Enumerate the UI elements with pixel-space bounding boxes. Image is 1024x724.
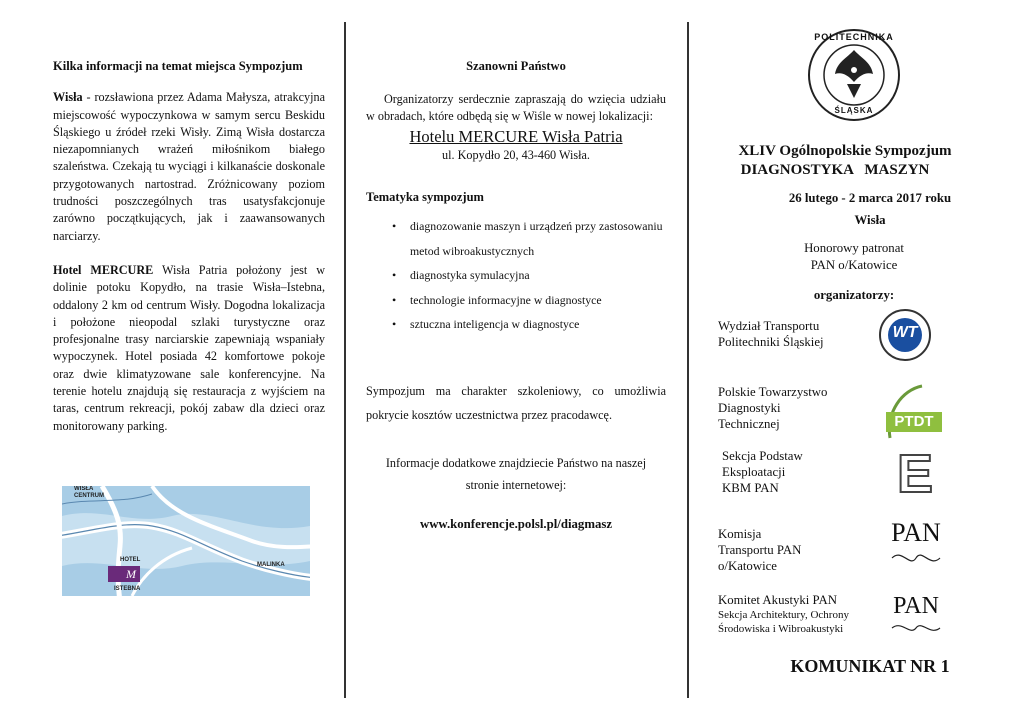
- pan-logo-1-text: PAN: [891, 518, 941, 547]
- patronage-line1: Honorowy patronat: [804, 241, 904, 255]
- map-label-wisla-2: CENTRUM: [74, 493, 104, 499]
- wisla-text: - rozsławiona przez Adama Małysza, atrakcyjna miejscowość wypoczynkowa w samym sercu Beskidu Śląskiego u źródeł rzeki Wisły. Zimą Wisła dostarcza niezapomnianych wrażeń miłośnikom białego szaleństwa. Czekają tu wyciągi i kilkanaście doskonale przygotowanych nartostrad. Zróżnicowany poziom trudności poszczególnych tras usatysfakcjonuje zarówno początkujących, jak i zaawansowanych narciarzy.: [53, 90, 325, 243]
- topic-item: • sztuczna inteligencja w diagnostyce: [410, 312, 666, 337]
- ptdt-logo: [882, 382, 944, 440]
- communique-title: KOMUNIKAT NR 1: [790, 656, 950, 676]
- map-graphic: [62, 486, 310, 596]
- wt-logo: [878, 308, 932, 362]
- organizer-komisja-line: Komisja: [718, 527, 762, 541]
- organizer-wt-line: Politechniki Śląskiej: [718, 335, 824, 349]
- patronage-line2: PAN o/Katowice: [810, 258, 898, 272]
- organizer-kbm-line: Eksploatacji: [722, 465, 786, 479]
- hotel-address: ul. Kopydło 20, 43-460 Wisła.: [442, 148, 590, 162]
- training-note: Sympozjum ma charakter szkoleniowy, co umożliwia pokrycie kosztów uczestnictwa przez pracodawcę.: [366, 383, 666, 422]
- map-label-wisla-1: WISŁA: [74, 486, 94, 492]
- hotel-marker-icon: [108, 566, 140, 582]
- organizer-wt: [718, 318, 824, 350]
- info-line-2: stronie internetowej:: [465, 477, 567, 492]
- symposium-dates: 26 lutego - 2 marca 2017 roku: [788, 191, 952, 205]
- topics-list: [366, 214, 666, 337]
- greeting: Szanowni Państwo: [466, 59, 566, 73]
- organizer-akustyka-sub: Sekcja Architektury, Ochrony: [718, 609, 849, 621]
- organizer-komisja-line: Transportu PAN: [718, 543, 802, 557]
- symposium-title-line2: DIAGNOSTYKA MASZYN: [740, 162, 930, 178]
- organizer-ptdt-line: Diagnostyki: [718, 401, 781, 415]
- topic-item: • diagnostyka symulacyjna: [410, 263, 666, 288]
- pan-logo-2-text: PAN: [893, 593, 939, 619]
- pan-logo-1: [888, 518, 944, 570]
- invitation-text: Organizatorzy serdecznie zapraszają do wzięcia udziału w obradach, które odbędą się w Wiśle w nowej lokalizacji:: [366, 92, 666, 123]
- topic-item: • diagnozowanie maszyn i urządzeń przy zastosowaniu metod wibroakustycznych: [410, 214, 666, 263]
- seal-text-top: POLITECHNIKA: [814, 32, 894, 42]
- organizer-akustyka: [718, 592, 849, 636]
- organizer-kbm-line: KBM PAN: [722, 481, 779, 495]
- organizer-ptdt: [718, 384, 827, 432]
- column-divider-right: [687, 22, 689, 698]
- kbm-e-logo: [895, 446, 935, 502]
- location-map: [62, 486, 310, 596]
- map-label-wisla: [74, 486, 104, 500]
- middle-column: [366, 58, 666, 533]
- wisla-paragraph: [53, 89, 325, 245]
- organizer-komisja: [718, 526, 801, 574]
- hotel-paragraph: [53, 262, 325, 435]
- kbm-e-letter: E: [896, 444, 934, 504]
- left-column: [53, 58, 325, 435]
- info-line-1: Informacje dodatkowe znajdziecie Państwo na naszej: [385, 455, 647, 470]
- seal-text-bottom: ŚLĄSKA: [834, 106, 874, 115]
- column-divider-left: [344, 22, 346, 698]
- patronage: [730, 240, 978, 274]
- map-label-malinka: MALINKA: [257, 562, 285, 568]
- organizer-ptdt-line: Polskie Towarzystwo: [718, 385, 828, 399]
- ptdt-logo-text: PTDT: [894, 413, 934, 430]
- pan-logo-2: [888, 592, 944, 640]
- hotel-name: Hotelu MERCURE Wisła Patria: [409, 127, 623, 146]
- info-block: [366, 452, 666, 496]
- organizer-wt-line: Wydział Transportu: [718, 319, 820, 333]
- right-column: [700, 22, 1000, 712]
- map-label-istebna: ISTEBNA: [114, 586, 141, 592]
- organizer-ptdt-line: Technicznej: [718, 417, 780, 431]
- wt-logo-text: WT: [892, 324, 918, 341]
- venue-heading: Kilka informacji na temat miejsca Sympozjum: [53, 59, 303, 73]
- website-link[interactable]: www.konferencje.polsl.pl/diagmasz: [419, 516, 613, 531]
- organizer-kbm-line: Sekcja Podstaw: [722, 449, 803, 463]
- topic-item: • technologie informacyjne w diagnostyce: [410, 288, 666, 313]
- topics-heading: Tematyka sympozjum: [366, 190, 484, 204]
- organizer-akustyka-sub: Środowiska i Wibroakustyki: [718, 623, 844, 635]
- organizer-komisja-line: o/Katowice: [718, 559, 777, 573]
- organizer-kbm: [722, 448, 803, 496]
- symposium-title: [700, 142, 990, 180]
- organizer-akustyka-title: Komitet Akustyki PAN: [718, 593, 837, 607]
- symposium-dates-block: [750, 187, 990, 231]
- hotel-marker-letter: M: [126, 567, 136, 581]
- symposium-city: Wisła: [854, 213, 886, 227]
- symposium-title-line1: XLIV Ogólnopolskie Sympozjum: [738, 143, 952, 159]
- university-seal-logo: [807, 28, 901, 122]
- wisla-bold: Wisła: [53, 90, 83, 105]
- hotel-bold: Hotel MERCURE: [53, 262, 154, 277]
- organizers-heading: organizatorzy:: [813, 288, 895, 302]
- map-label-hotel: HOTEL: [120, 557, 141, 563]
- hotel-text: Wisła Patria położony jest w dolinie potoku Kopydło, na trasie Wisła–Istebna, oddalony 2 km od centrum Wisły. Dogodna lokalizacja i położone nieopodal szlaki turystyczne oraz profesjonalne trasy narciarskie zapewniają wspaniały wypoczynek. Hotel posiada 42 komfortowe pokoje oraz dwie klimatyzowane sale konferencyjne. Na terenie hotelu znajdują się restauracja z wyjściem na taras, centrum rekreacji, pokój zabaw dla dzieci oraz monitorowany parking.: [53, 262, 325, 433]
